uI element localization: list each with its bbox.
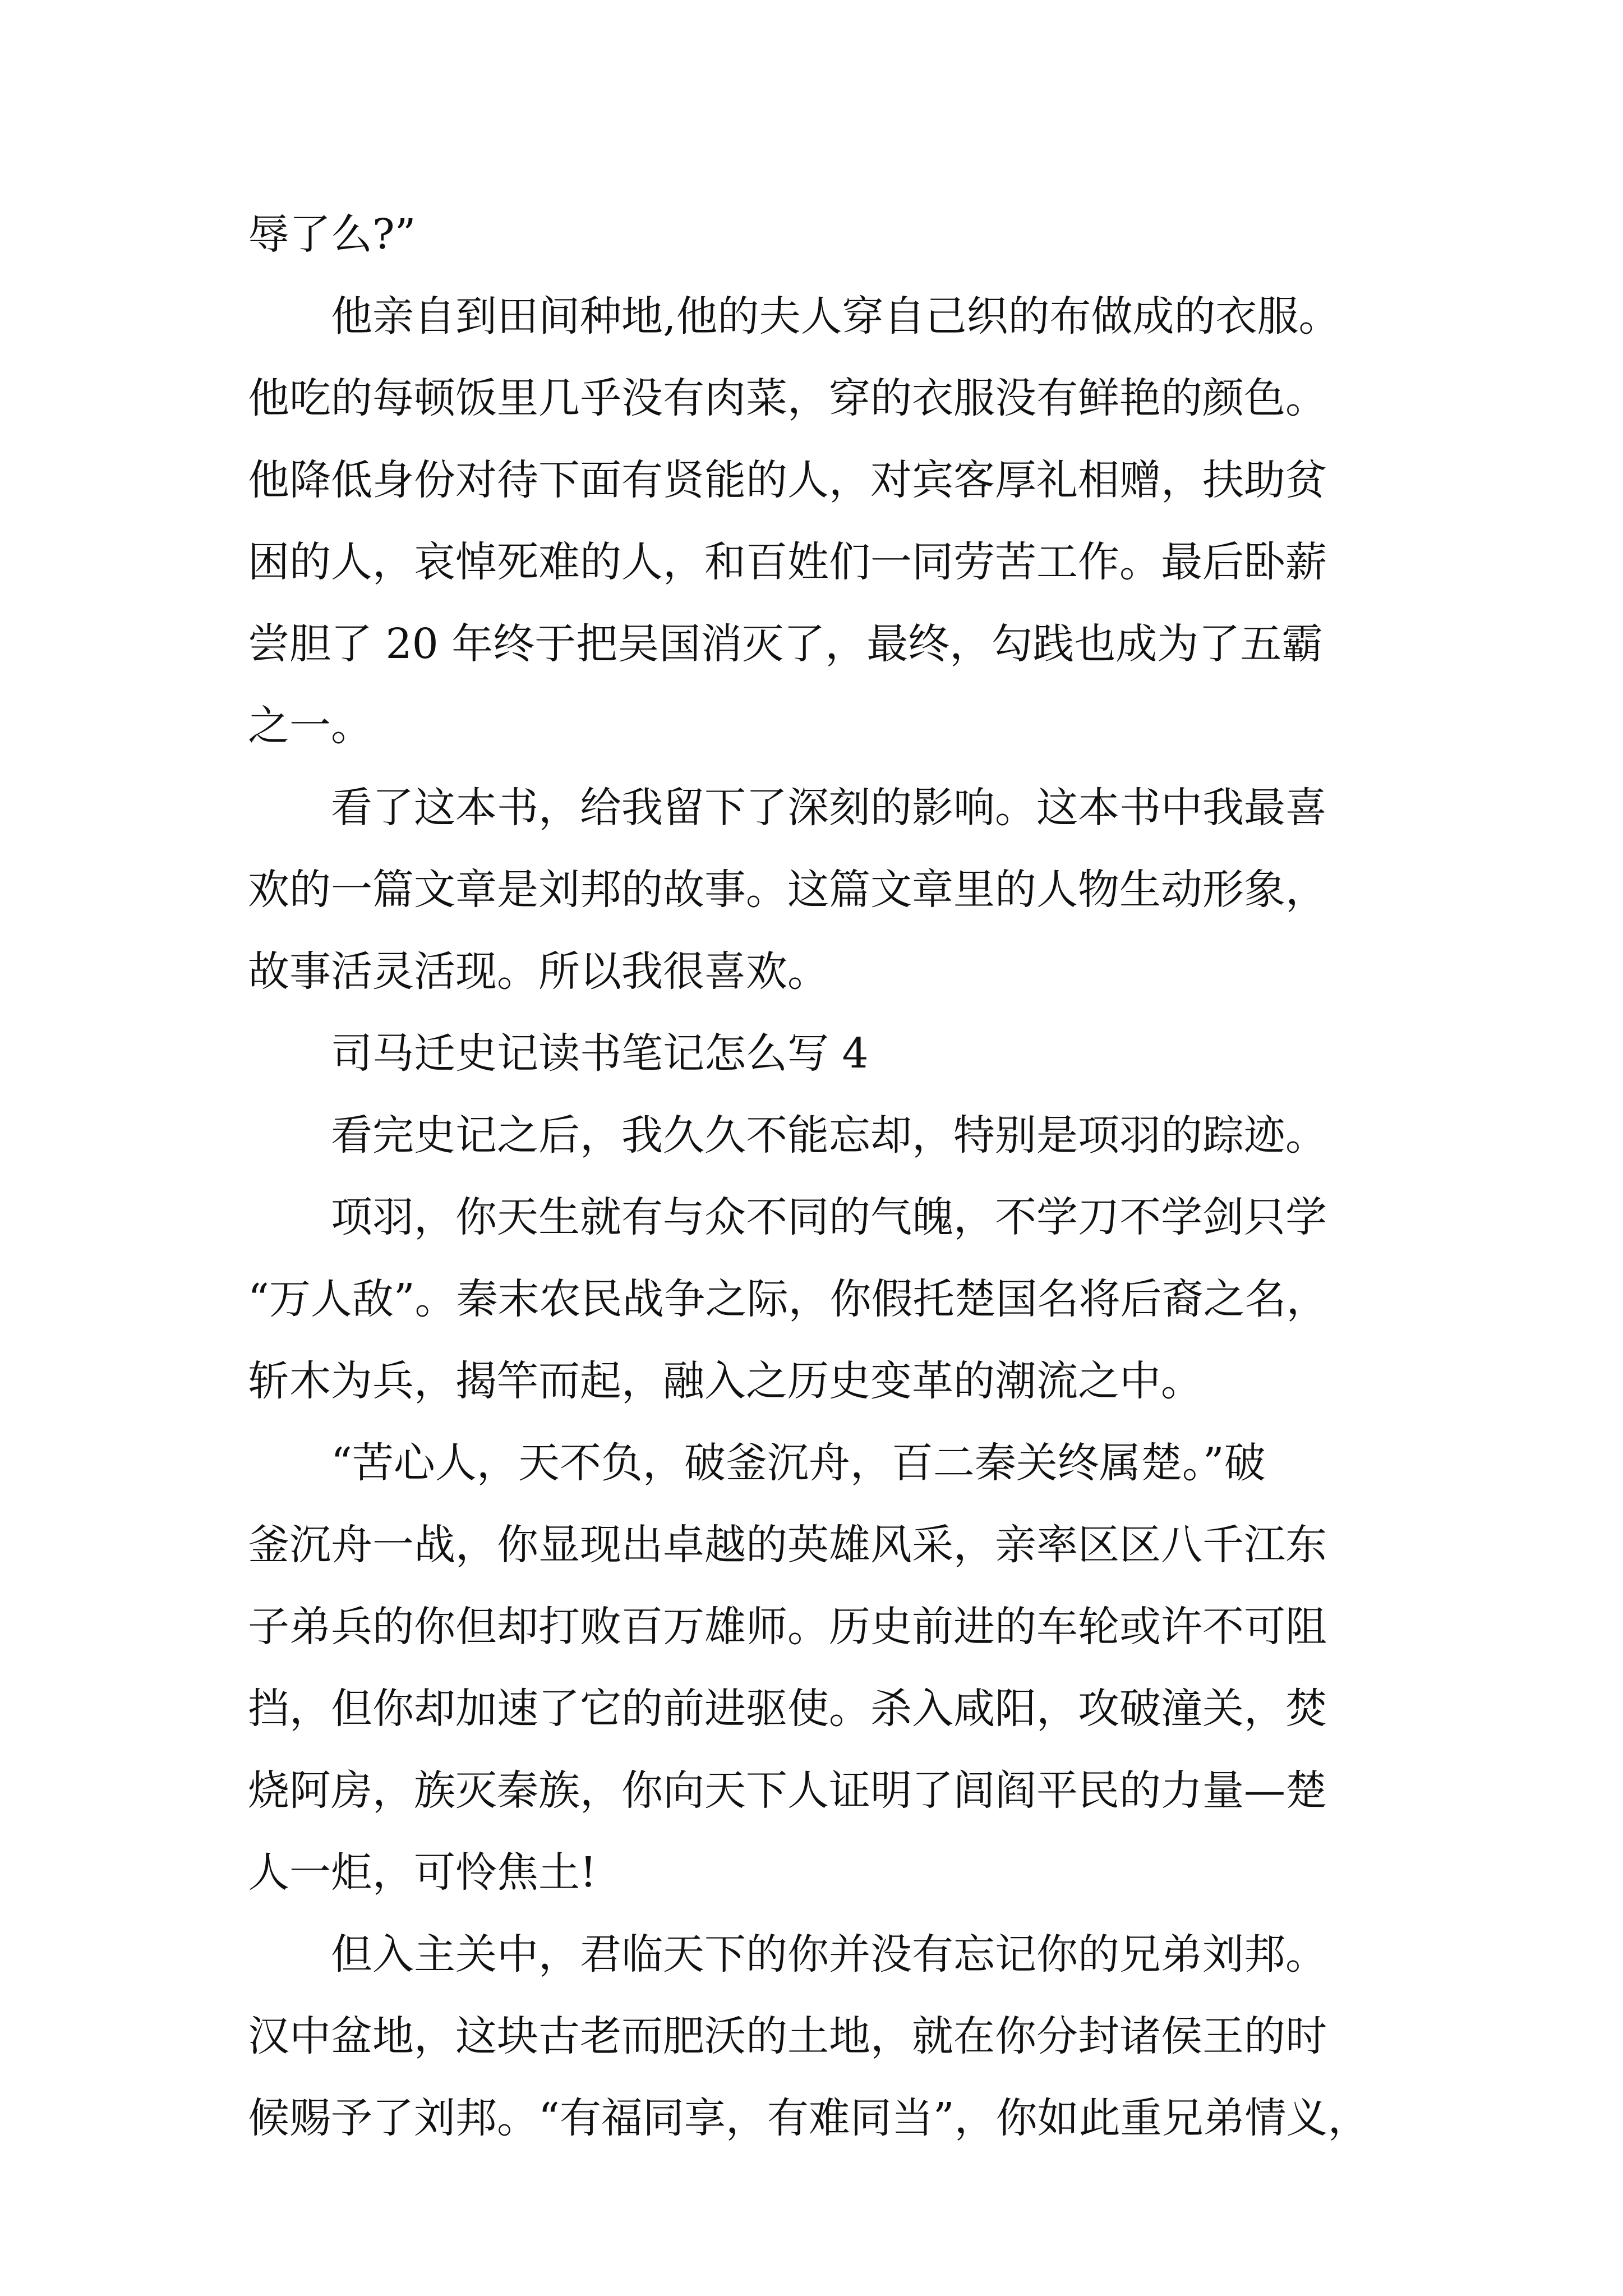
- text-line: 人一炬，可怜焦土!: [248, 1848, 597, 1897]
- text-line: 但入主关中，君临天下的你并没有忘记你的兄弟刘邦。: [331, 1930, 1327, 1978]
- section-heading: 司马迁史记读书笔记怎么写 4: [331, 1029, 869, 1078]
- text-line: 候赐予了刘邦。“有福同享，有难同当”，你如此重兄弟情义，: [248, 2094, 1370, 2142]
- text-line: 斩木为兵，揭竿而起，融入之历史变革的潮流之中。: [248, 1357, 1202, 1405]
- text-line: 挡，但你却加速了它的前进驱使。杀入咸阳，攻破潼关，焚: [248, 1685, 1327, 1733]
- text-line: 烧阿房，族灭秦族，你向天下人证明了闾阎平民的力量—楚: [248, 1766, 1327, 1815]
- text-line: 他吃的每顿饭里几乎没有肉菜，穿的衣服没有鲜艳的颜色。: [248, 374, 1327, 422]
- text-line: 他降低身份对待下面有贤能的人，对宾客厚礼相赠，扶助贫: [248, 456, 1327, 504]
- text-line: 看完史记之后，我久久不能忘却，特别是项羽的踪迹。: [331, 1111, 1327, 1159]
- text-line: 之一。: [248, 702, 372, 750]
- text-line: 欢的一篇文章是刘邦的故事。这篇文章里的人物生动形象，: [248, 866, 1327, 914]
- text-line: 辱了么?”: [248, 210, 416, 259]
- text-line: 看了这本书，给我留下了深刻的影响。这本书中我最喜: [331, 784, 1327, 832]
- text-line: 釜沉舟一战，你显现出卓越的英雄风采，亲率区区八千江东: [248, 1521, 1327, 1569]
- text-line: 尝胆了 20 年终于把吴国消灭了，最终，勾践也成为了五霸: [248, 620, 1324, 668]
- text-line: 故事活灵活现。所以我很喜欢。: [248, 947, 829, 996]
- document-body: [248, 194, 1392, 2159]
- text-line: “万人敌”。秦末农民战争之际，你假托楚国名将后裔之名，: [248, 1275, 1328, 1323]
- text-line: 他亲自到田间种地,他的夫人穿自己织的布做成的衣服。: [331, 292, 1340, 341]
- text-line: 汉中盆地，这块古老而肥沃的土地，就在你分封诸侯王的时: [248, 2012, 1327, 2060]
- text-line: 项羽，你天生就有与众不同的气魄，不学刀不学剑只学: [331, 1193, 1327, 1241]
- text-line: 子弟兵的你但却打败百万雄师。历史前进的车轮或许不可阻: [248, 1603, 1327, 1651]
- text-line: 困的人，哀悼死难的人，和百姓们一同劳苦工作。最后卧薪: [248, 538, 1327, 586]
- text-line: “苦心人，天不负，破釜沉舟，百二秦关终属楚。”破: [331, 1439, 1266, 1487]
